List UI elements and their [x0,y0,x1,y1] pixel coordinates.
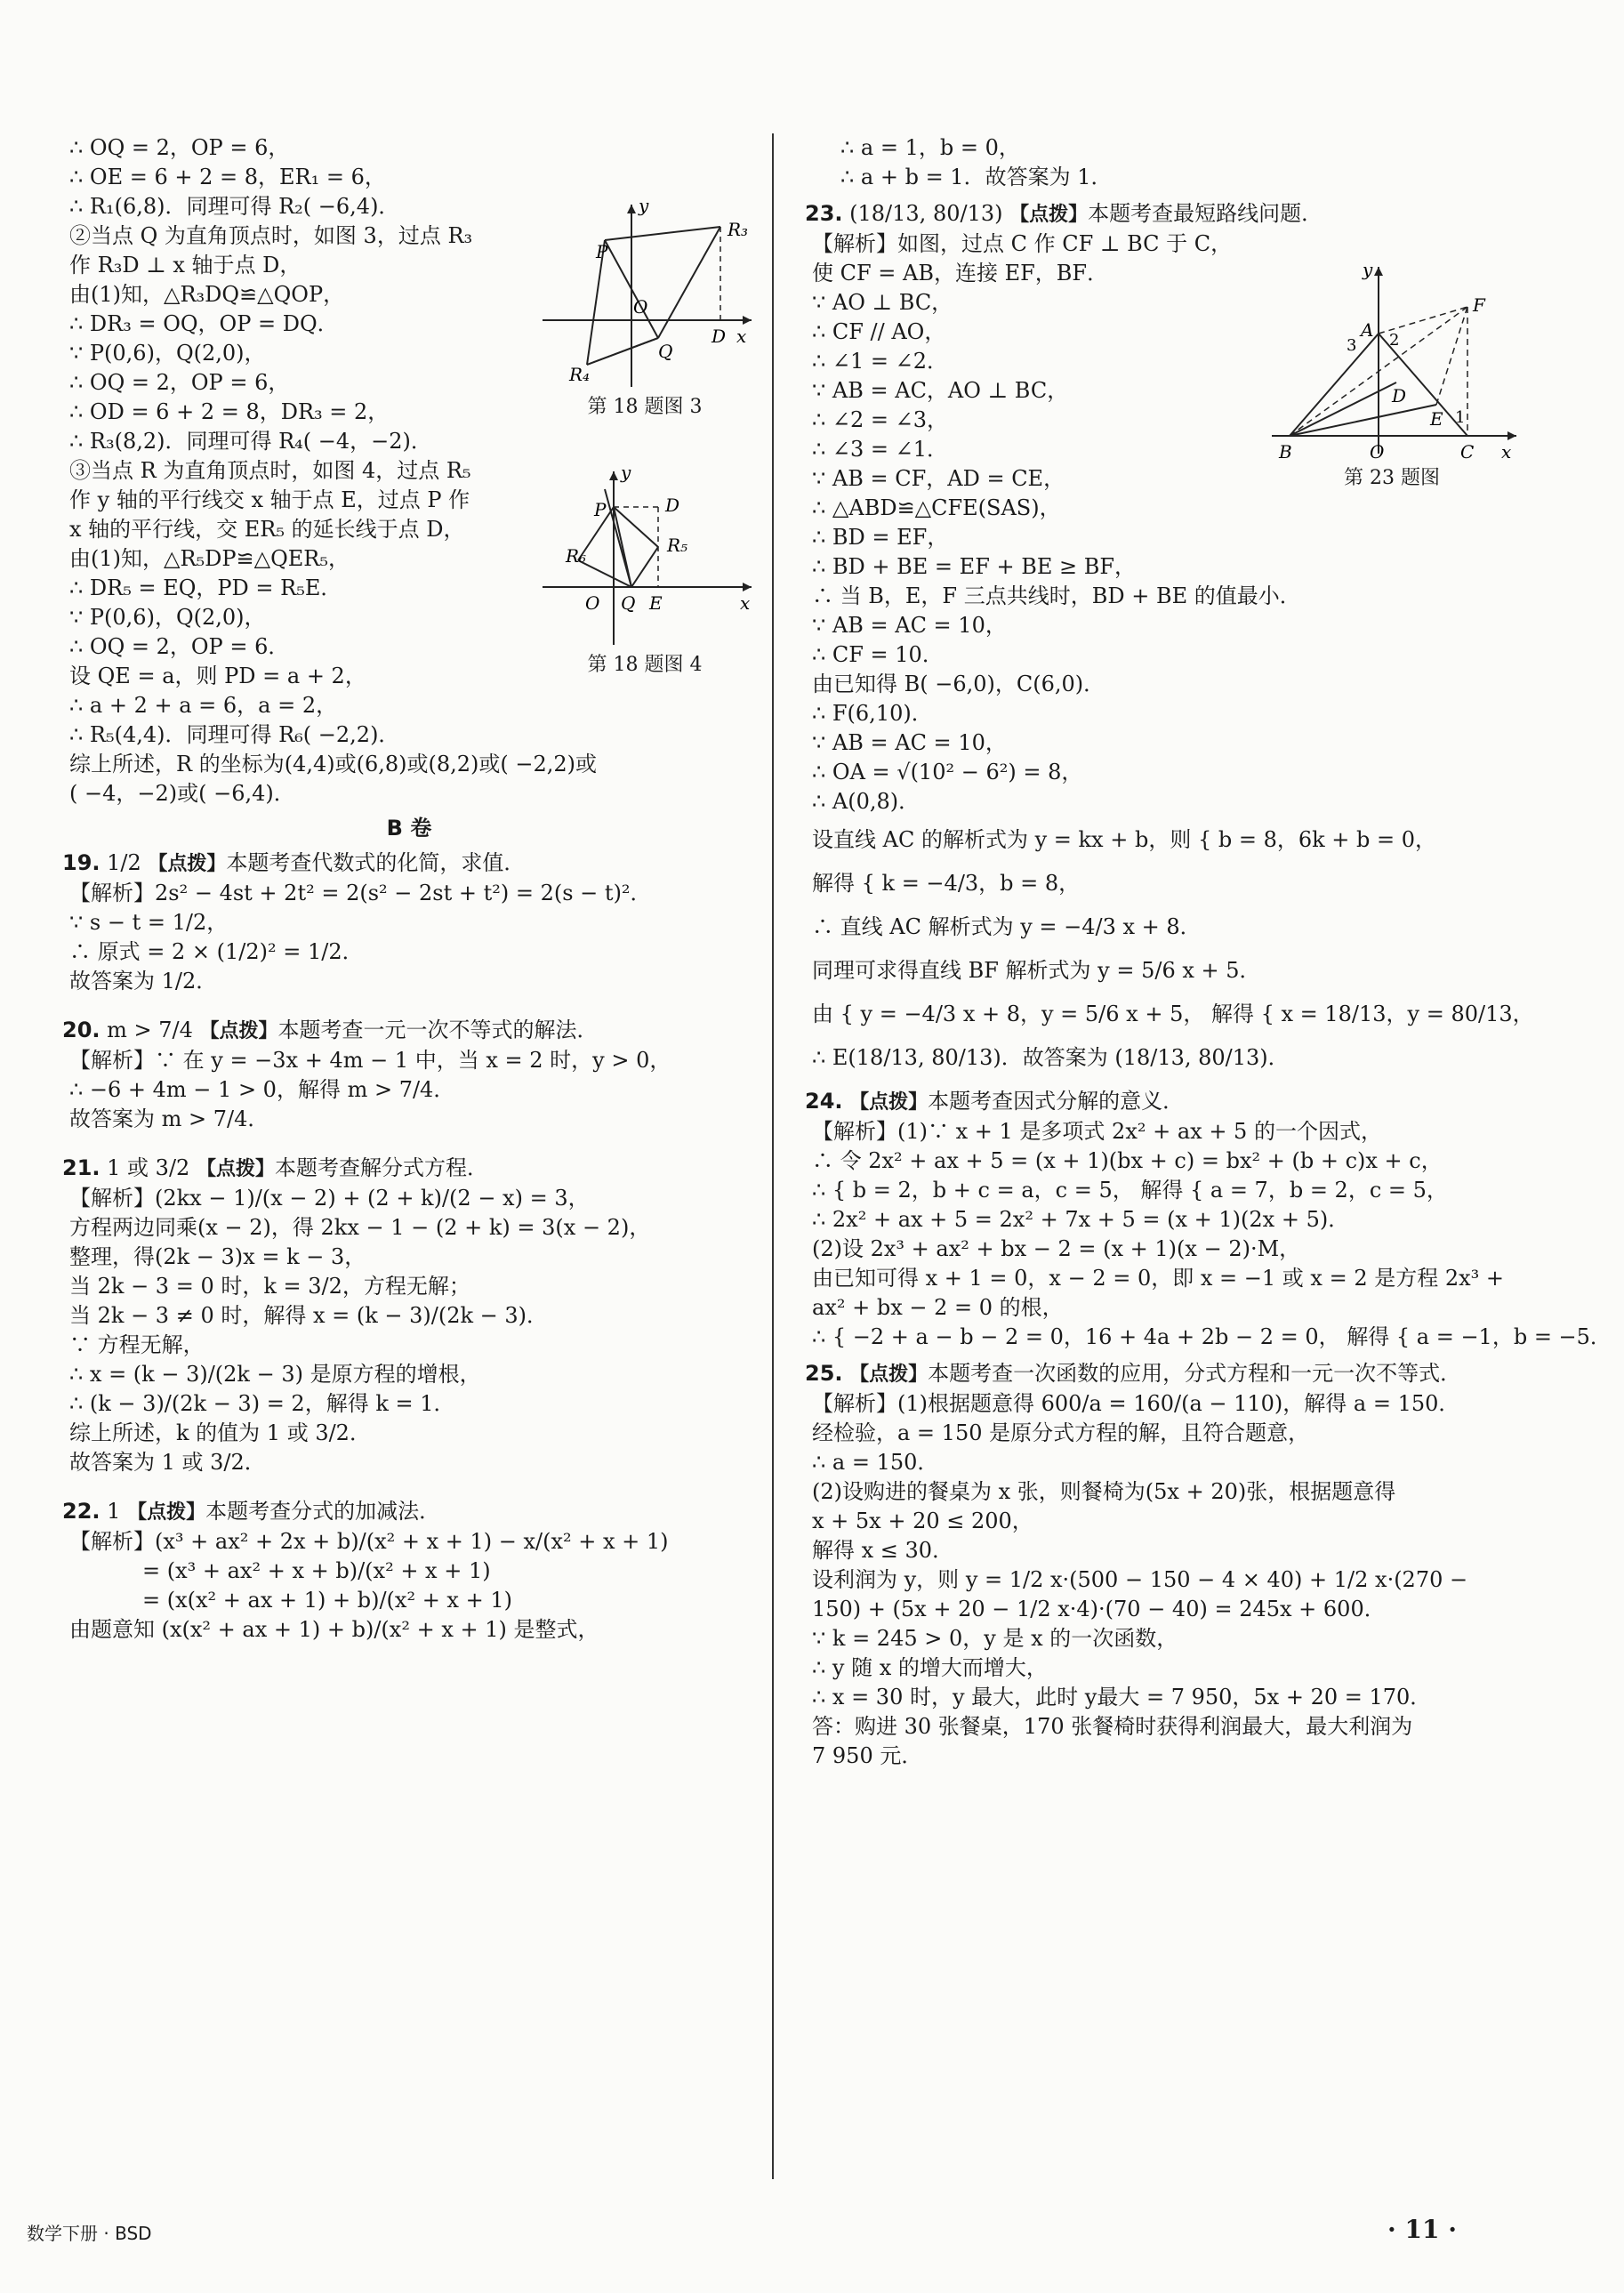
label-d: D [712,326,727,347]
text-line: ∴ OE = 6 + 2 = 8，ER₁ = 6， [69,165,386,189]
tip-text: 本题考查分式的加减法． [205,1499,441,1524]
answer: m > 7/4 [107,1018,193,1042]
text-line: (2)设 2x³ + ax² + bx − 2 = (x + 1)(x − 2)·M， [812,1236,1301,1261]
text-line: ∴ 原式 = 2 × (1/2)² = 1/2． [69,939,364,964]
question-number: 20. [62,1018,100,1042]
text-line: ( −4，−2)或( −6,4)． [69,781,295,806]
text-line: ∴ E(18/13, 80/13)．故答案为 (18/13, 80/13)． [812,1045,1290,1070]
label-angle-1: 1 [1455,408,1466,427]
section-b-heading: B 卷 [386,816,432,841]
text-line: ∴ ∠3 = ∠1． [812,437,949,462]
text-line: = (x(x² + ax + 1) + b)/(x² + x + 1) [142,1588,512,1613]
text-line: ∵ 方程无解， [69,1332,205,1357]
question-21 [62,1154,756,1477]
text-line: 作 y 轴的平行线交 x 轴于点 E，过点 P 作 [69,487,470,512]
question-number: 22. [62,1499,100,1524]
question-20 [62,1016,756,1134]
page-number: · 11 · [1387,2215,1457,2244]
text-line: ∴ CF // AO， [812,319,946,344]
text-line: 故答案为 1/2． [69,969,218,994]
text-line: ∴ (k − 3)/(2k − 3) = 2，解得 k = 1． [69,1391,455,1416]
tip-text: 本题考查代数式的化简，求值． [226,850,526,875]
text-line: ∴ ∠2 = ∠3， [812,407,949,432]
figure-caption: 第 18 题图 4 [587,654,703,676]
text-line: 设 QE = a，则 PD = a + 2， [69,664,366,688]
figure-23-drawing [1263,258,1521,463]
text-line: ∵ AB = AC，AO ⊥ BC， [812,378,1069,403]
text-line: ∴ 直线 AC 解析式为 y = −4/3 x + 8． [812,914,1202,939]
label-angle-3: 3 [1347,336,1357,355]
text-line: ∵ AB = AC = 10， [812,613,1007,638]
text-line: 故答案为 m > 7/4． [69,1106,269,1131]
text-line: ②当点 Q 为直角顶点时，如图 3，过点 R₃ [69,223,473,248]
text-line: 经检验，a = 150 是原分式方程的解，且符合题意， [812,1420,1310,1445]
figure-18-3 [534,196,756,419]
answer: (18/13, 80/13) [849,201,1003,226]
question-number: 23. [805,201,843,226]
tip-text: 本题考查一元一次不等式的解法． [277,1018,599,1042]
text-line: 由 { y = −4/3 x + 8，y = 5/6 x + 5， 解得 { x = 18/13，y = 80/13， [812,1002,1534,1026]
text-line: ∴ y 随 x 的增大而增大， [812,1655,1048,1680]
tip-tag: 【点拨】 [148,853,227,875]
text-line: ∴ a = 150． [812,1450,939,1475]
label-y: y [639,196,649,216]
question-24 [805,1087,1612,1352]
label-x: x [736,326,747,347]
label-x: x [1501,441,1512,463]
text-line: ∴ CF = 10． [812,642,944,667]
label-b: B [1279,441,1292,463]
text-line: ∴ { −2 + a − b − 2 = 0，16 + 4a + 2b − 2 = 0， 解得 { a = −1，b = −5． [812,1324,1612,1349]
text-line: 【解析】(x³ + ax² + 2x + b)/(x² + x + 1) − x/(x² + x + 1) [69,1529,669,1554]
text-line: ∵ P(0,6)，Q(2,0)， [69,605,266,630]
text-line: ∴ ∠1 = ∠2． [812,349,949,374]
text-line: ax² + bx − 2 = 0 的根， [812,1295,1064,1320]
text-line: ∴ OQ = 2，OP = 6． [69,634,290,659]
text-line: ∴ A(0,8)． [812,789,921,814]
figure-caption: 第 23 题图 [1344,467,1440,489]
question-number: 24. [805,1089,843,1114]
text-line: 【解析】(1)根据题意得 600/a = 160/(a − 110)，解得 a = 150． [812,1391,1460,1416]
text-line: 作 R₃D ⊥ x 轴于点 D， [69,253,301,278]
text-line: 整理，得(2k − 3)x = k − 3， [69,1244,366,1269]
question-number: 21. [62,1155,100,1180]
text-line: 同理可求得直线 BF 解析式为 y = 5/6 x + 5． [812,958,1261,983]
text-line: ∴ OQ = 2，OP = 6， [69,135,290,160]
text-line: 设直线 AC 的解析式为 y = kx + b，则 { b = 8，6k + b = 0， [812,827,1437,852]
text-line: x 轴的平行线，交 ER₅ 的延长线于点 D， [69,517,465,542]
footer-book-label: 数学下册 · BSD [27,2223,152,2244]
text-line: ∴ R₅(4,4)．同理可得 R₆( −2,2)． [69,722,400,747]
text-line: 使 CF = AB，连接 EF，BF． [812,261,1109,286]
label-y: y [1363,259,1373,280]
label-r3: R₃ [728,219,749,240]
label-y: y [621,463,631,483]
label-o: O [1370,441,1385,463]
question-19 [62,849,756,996]
label-o: O [585,592,600,614]
text-line: ∵ AO ⊥ BC， [812,290,953,315]
text-line: ∴ a = 1，b = 0， [840,135,1020,160]
label-o: O [633,296,648,318]
tip-tag: 【点拨】 [199,1020,278,1042]
text-line: ∴ OA = √(10² − 6²) = 8， [812,760,1083,784]
text-line: ∴ DR₅ = EQ，PD = R₅E． [69,575,342,600]
text-line: ∴ { b = 2，b + c = a，c = 5， 解得 { a = 7，b = 2，c = 5， [812,1178,1448,1203]
tip-tag: 【点拨】 [849,1364,929,1386]
text-line: 综上所述，R 的坐标为(4,4)或(6,8)或(8,2)或( −2,2)或 [69,752,598,776]
text-line: 故答案为 1 或 3/2． [69,1450,266,1475]
tip-tag: 【点拨】 [1009,204,1089,226]
answer: 1 或 3/2 [107,1155,190,1180]
text-line: 由已知得 B( −6,0)，C(6,0)． [812,672,1105,696]
answer: 1 [107,1499,121,1524]
text-line: ∴ −6 + 4m − 1 > 0，解得 m > 7/4． [69,1077,455,1102]
text-line: 方程两边同乘(x − 2)，得 2kx − 1 − (2 + k) = 3(x − 2)， [69,1215,651,1240]
text-line: ③当点 R 为直角顶点时，如图 4，过点 R₅ [69,458,471,483]
text-line: x + 5x + 20 ≤ 200， [812,1509,1033,1533]
text-line: ∴ F(6,10)． [812,701,933,726]
text-line: 【解析】∵ 在 y = −3x + 4m − 1 中，当 x = 2 时，y > 0， [69,1048,671,1073]
text-line: 答：购进 30 张餐桌，170 张餐椅时获得利润最大，最大利润为 [812,1714,1413,1739]
text-line: (2)设购进的餐桌为 x 张，则餐椅为(5x + 20)张，根据题意得 [812,1479,1396,1504]
label-r5: R₅ [667,535,688,556]
question-22 [62,1497,756,1645]
text-line: 综上所述，k 的值为 1 或 3/2． [69,1420,371,1445]
label-angle-2: 2 [1389,331,1400,350]
label-d: D [665,495,680,516]
text-line: ∴ x = (k − 3)/(2k − 3) 是原方程的增根， [69,1362,481,1387]
label-e: E [1430,408,1443,430]
text-line: ∴ △ABD≌△CFE(SAS)， [812,495,1061,520]
text-line: ∴ a + 2 + a = 6，a = 2， [69,693,338,718]
text-line: 当 2k − 3 = 0 时，k = 3/2，方程无解； [69,1274,470,1299]
figure-23 [1263,258,1521,490]
text-line: ∴ 当 B，E，F 三点共线时，BD + BE 的值最小． [812,583,1301,608]
label-q: Q [658,341,673,362]
text-line: ∴ R₁(6,8)．同理可得 R₂( −6,4)． [69,194,400,219]
text-line: 由(1)知，△R₃DQ≌△QOP， [69,282,345,307]
label-p: P [596,241,608,262]
text-line: 【解析】2s² − 4st + 2t² = 2(s² − 2st + t²) = 2(s − t)²． [69,881,652,905]
text-line: 设利润为 y，则 y = 1/2 x·(500 − 150 − 4 × 40) + 1/2 x·(270 − [812,1567,1468,1592]
text-line: ∴ R₃(8,2)．同理可得 R₄( −4，−2)． [69,429,432,454]
text-line: 由题意知 (x(x² + ax + 1) + b)/(x² + x + 1) 是整式， [69,1617,599,1642]
label-a: A [1361,319,1374,341]
tip-text: 本题考查解分式方程． [274,1155,488,1180]
text-line: 由(1)知，△R₅DP≌△QER₅， [69,546,350,571]
question-number: 19. [62,850,100,875]
text-line: ∴ 2x² + ax + 5 = 2x² + 7x + 5 = (x + 1)(2x + 5)． [812,1207,1350,1232]
tip-tag: 【点拨】 [127,1501,206,1524]
text-line: ∵ AB = CF，AD = CE， [812,466,1065,491]
question-25 [805,1359,1516,1771]
text-line: ∴ 令 2x² + ax + 5 = (x + 1)(bx + c) = bx² + (b + c)x + c， [812,1148,1443,1173]
text-line: 7 950 元． [812,1743,923,1768]
column-divider [772,133,774,2179]
label-d: D [1392,385,1407,406]
figure-18-4 [534,463,756,677]
figure-18-4-drawing [534,463,756,649]
text-line: ∴ DR₃ = OQ，OP = DQ． [69,311,339,336]
tip-text: 本题考查因式分解的意义． [928,1089,1185,1114]
text-line: ∴ a + b = 1．故答案为 1． [840,165,1113,189]
text-line: ∵ s − t = 1/2， [69,910,229,935]
text-line: ∵ AB = AC = 10， [812,730,1007,755]
text-line: 【解析】(1)∵ x + 1 是多项式 2x² + ax + 5 的一个因式， [812,1119,1382,1144]
tip-text: 本题考查一次函数的应用，分式方程和一元一次不等式． [928,1361,1462,1386]
answer: 1/2 [107,850,141,875]
figure-18-3-drawing [534,196,756,391]
text-line: ∴ OQ = 2，OP = 6， [69,370,290,395]
text-line: ∴ x = 30 时，y 最大，此时 y最大 = 7 950，5x + 20 = 170． [812,1685,1432,1710]
text-line: 由已知可得 x + 1 = 0，x − 2 = 0，即 x = −1 或 x = 2 是方程 2x³ + [812,1266,1505,1291]
tip-tag: 【点拨】 [196,1158,275,1180]
text-line: 【解析】(2kx − 1)/(x − 2) + (2 + k)/(2 − x) = 3， [69,1186,590,1211]
label-e: E [649,592,663,614]
text-line: ∴ BD + BE = EF + BE ≥ BF， [812,554,1137,579]
text-line: 【解析】如图，过点 C 作 CF ⊥ BC 于 C， [812,231,1233,256]
text-line: ∵ k = 245 > 0，y 是 x 的一次函数， [812,1626,1178,1651]
label-x: x [740,592,751,614]
text-line: 150) + (5x + 20 − 1/2 x·4)·(70 − 40) = 245x + 600． [812,1597,1386,1621]
text-line: ∴ OD = 6 + 2 = 8，DR₃ = 2， [69,399,390,424]
question-number: 25. [805,1361,843,1386]
text-line: 解得 x ≤ 30． [812,1538,954,1563]
tip-tag: 【点拨】 [849,1091,929,1114]
text-line: ∴ BD = EF， [812,525,949,550]
text-line: 解得 { k = −4/3，b = 8， [812,871,1081,896]
label-p: P [594,499,607,520]
figure-caption: 第 18 题图 3 [587,396,703,418]
text-line: ∵ P(0,6)，Q(2,0)， [69,341,266,366]
label-r4: R₄ [569,364,591,385]
label-r6: R₆ [566,545,587,567]
text-line: = (x³ + ax² + x + b)/(x² + x + 1) [142,1558,491,1583]
tip-text: 本题考查最短路线问题． [1088,201,1323,226]
label-c: C [1460,441,1475,463]
label-f: F [1473,294,1485,316]
label-q: Q [621,592,636,614]
text-line: 当 2k − 3 ≠ 0 时，解得 x = (k − 3)/(2k − 3)． [69,1303,549,1328]
